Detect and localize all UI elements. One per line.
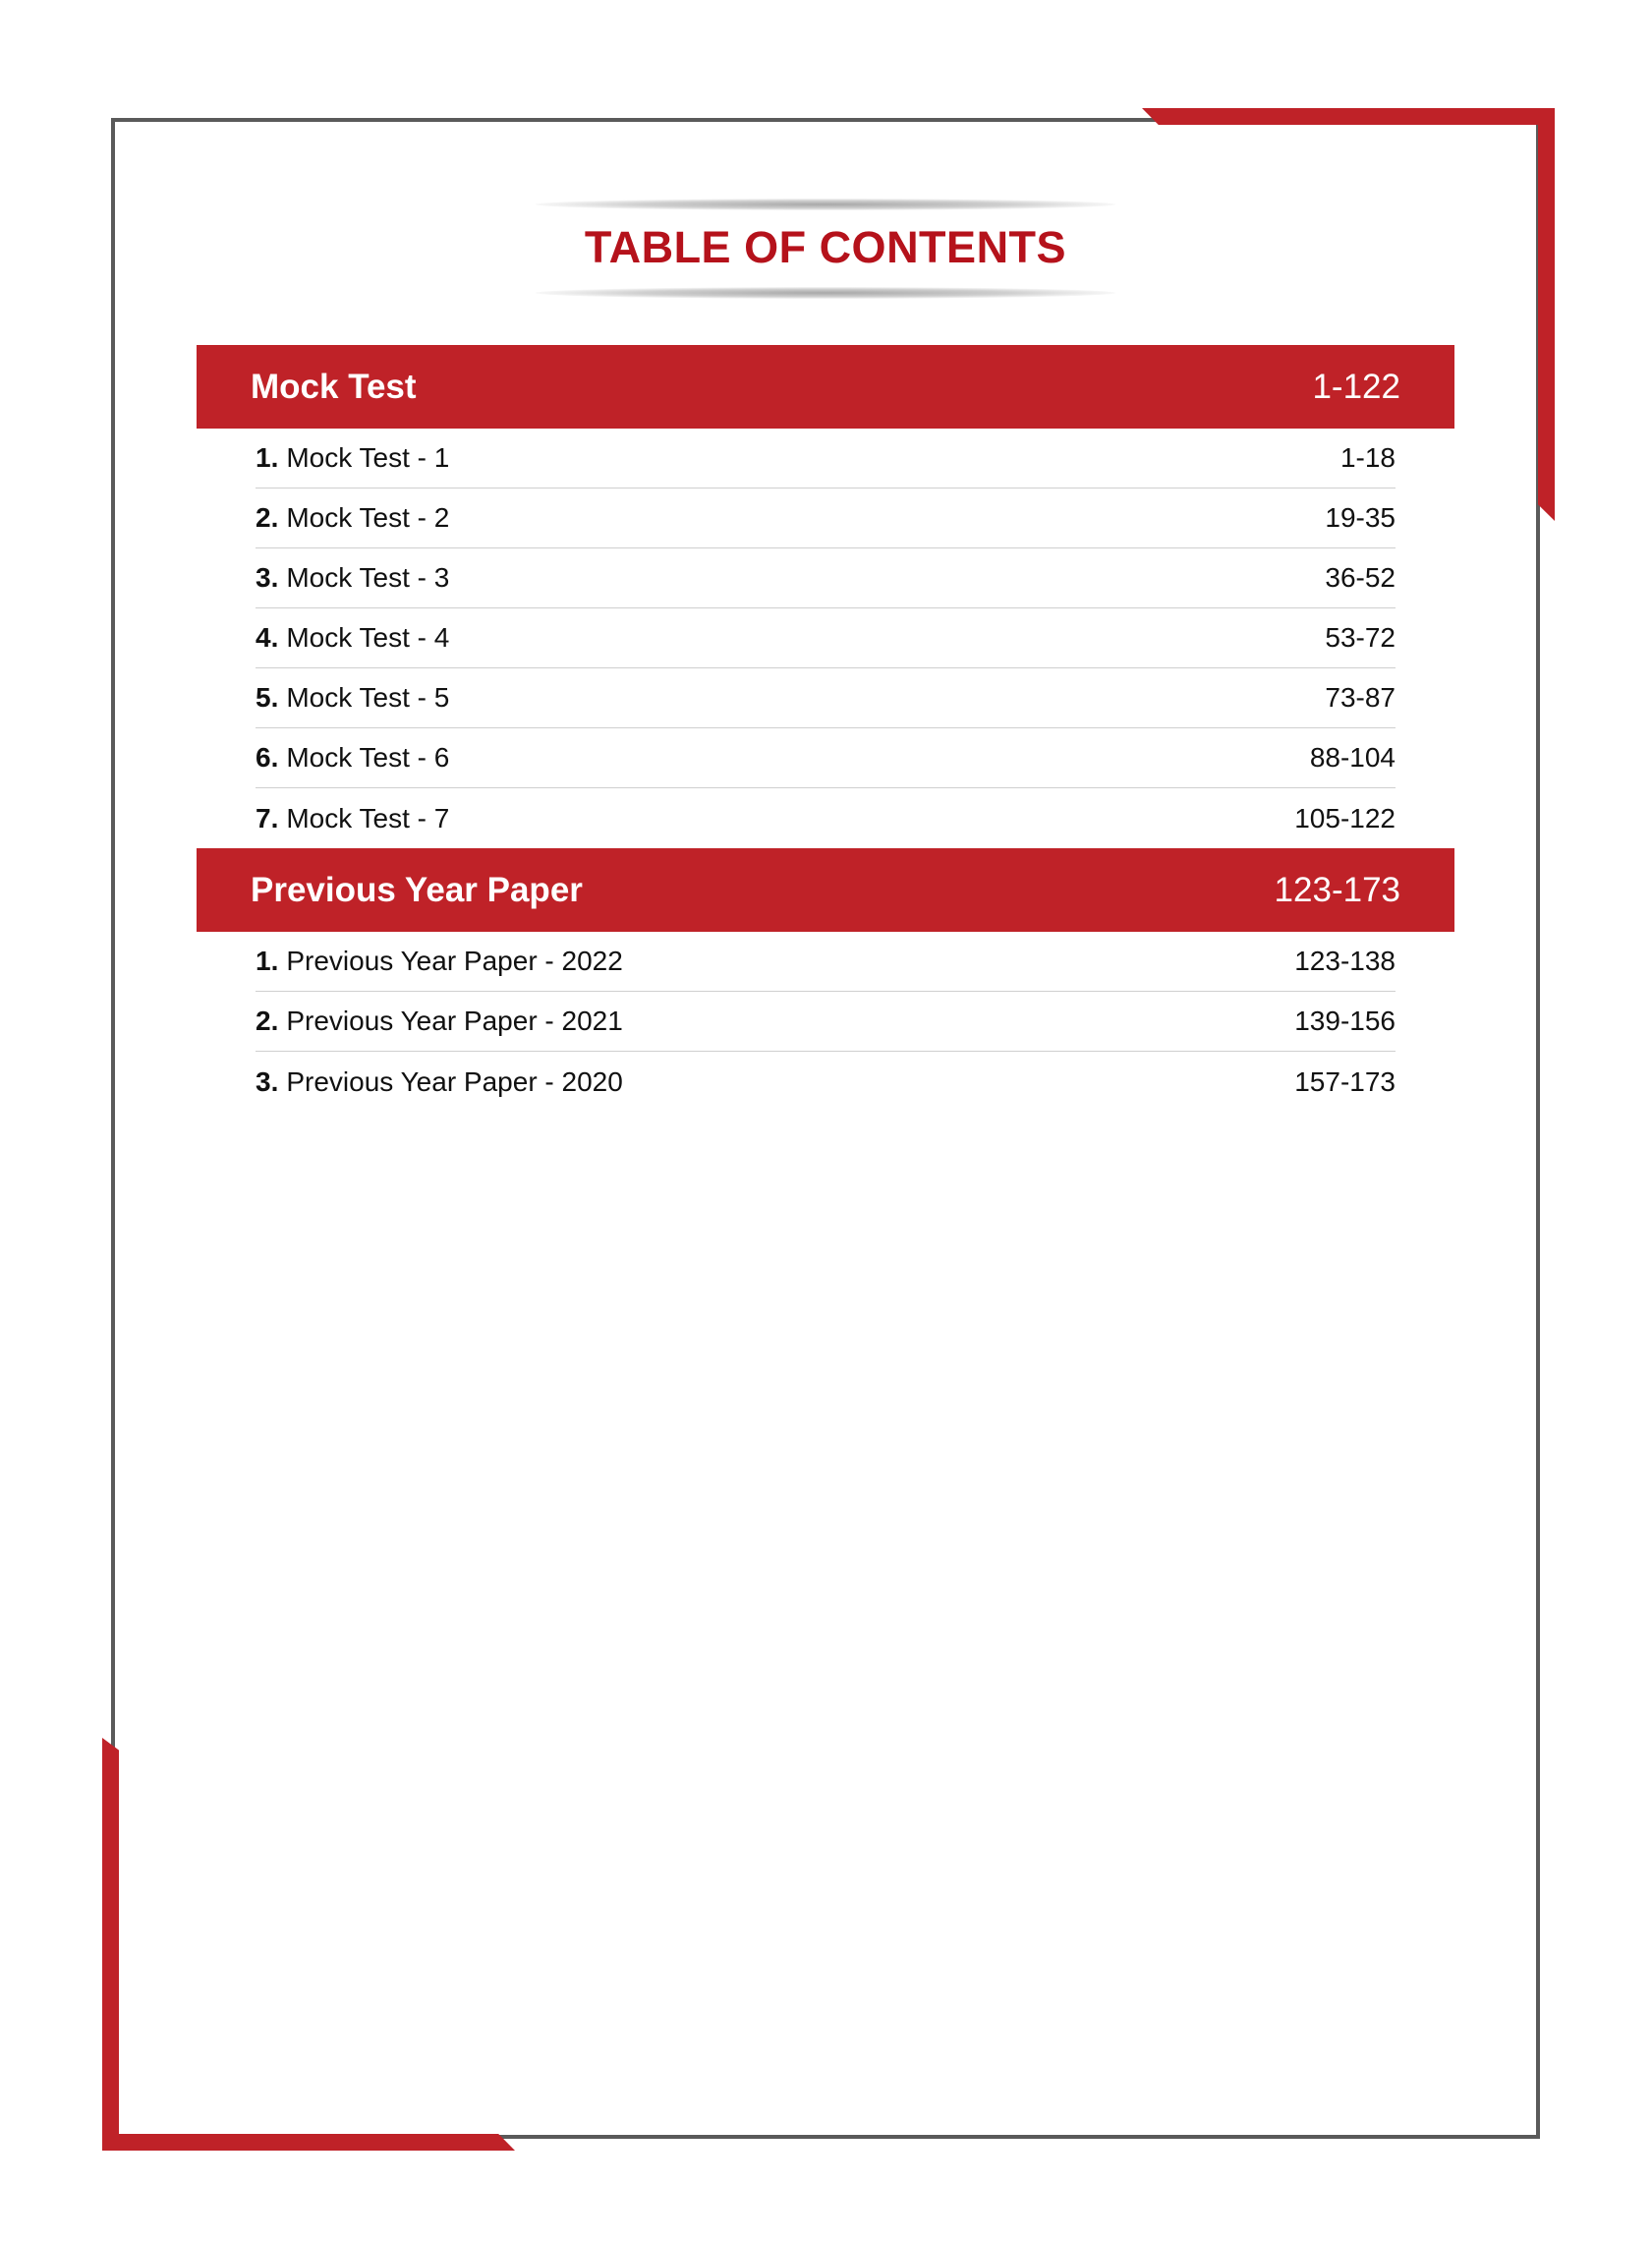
entry-page-range: 123-138 [1294, 946, 1396, 976]
title-divider-bottom [536, 287, 1115, 299]
section-header[interactable] [197, 848, 1454, 932]
toc-entry[interactable] [256, 668, 1396, 728]
entry-label: Previous Year Paper - 2021 [286, 1006, 623, 1036]
entry-page-range: 157-173 [1294, 1065, 1396, 1097]
toc-entry[interactable] [256, 788, 1396, 848]
entry-label-group [256, 622, 449, 654]
entry-page-range: 105-122 [1294, 802, 1396, 834]
corner-accent-top-right-vertical [1538, 108, 1555, 521]
entry-number: 5. [256, 682, 279, 713]
entry-number: 3. [256, 1065, 279, 1097]
section-header[interactable] [197, 345, 1454, 429]
entry-label: Mock Test - 2 [286, 502, 450, 533]
entry-number: 4. [256, 622, 279, 653]
page-title: TABLE OF CONTENTS [584, 222, 1067, 272]
toc-section-mock-test [197, 345, 1454, 848]
entry-page-range: 1-18 [1339, 442, 1396, 473]
entry-label: Mock Test - 6 [286, 742, 450, 773]
entry-label-group [256, 803, 449, 834]
entry-number: 1. [256, 442, 279, 473]
entry-page-range: 139-156 [1294, 1006, 1396, 1036]
entry-label: Mock Test - 1 [286, 442, 450, 473]
corner-accent-bottom-left-vertical [102, 1738, 119, 2151]
entry-page-range: 73-87 [1325, 682, 1396, 713]
toc-entry[interactable] [256, 728, 1396, 788]
table-of-contents [197, 345, 1454, 1112]
toc-section-previous-year-paper [197, 848, 1454, 1112]
toc-entry[interactable] [256, 1052, 1396, 1112]
entry-number: 1. [256, 946, 279, 976]
entry-label-group [256, 1006, 623, 1037]
section-title: Mock Test [251, 367, 417, 406]
corner-accent-bottom-left-horizontal [102, 2134, 515, 2151]
toc-entry[interactable] [256, 548, 1396, 608]
entry-label: Mock Test - 7 [286, 802, 450, 834]
entry-label: Mock Test - 3 [286, 562, 450, 593]
entry-label: Previous Year Paper - 2020 [286, 1065, 623, 1097]
corner-accent-top-right-horizontal [1142, 108, 1555, 125]
entry-number: 7. [256, 802, 279, 834]
entry-number: 3. [256, 562, 279, 593]
toc-entry[interactable] [256, 992, 1396, 1052]
section-page-range: 1-122 [1312, 367, 1400, 406]
toc-entry[interactable] [256, 608, 1396, 668]
section-page-range: 123-173 [1274, 870, 1400, 909]
entry-label: Previous Year Paper - 2022 [286, 946, 623, 976]
entry-label-group [256, 442, 449, 474]
entry-number: 6. [256, 742, 279, 773]
section-title: Previous Year Paper [251, 870, 583, 909]
entry-label-group [256, 946, 623, 977]
toc-entry[interactable] [256, 489, 1396, 548]
entry-page-range: 88-104 [1309, 742, 1396, 773]
entry-label-group [256, 562, 449, 594]
entry-page-range: 53-72 [1325, 622, 1396, 653]
toc-entry[interactable] [256, 932, 1396, 992]
entry-label-group [256, 502, 449, 534]
toc-entry[interactable] [256, 429, 1396, 489]
entry-label: Mock Test - 5 [286, 682, 450, 713]
entry-label-group [256, 682, 449, 714]
entry-number: 2. [256, 502, 279, 533]
section-entries [256, 429, 1396, 848]
entry-number: 2. [256, 1006, 279, 1036]
entry-page-range: 19-35 [1325, 502, 1396, 533]
title-block [536, 197, 1115, 305]
entry-label-group [256, 742, 449, 774]
title-divider-top [536, 199, 1115, 210]
entry-label: Mock Test - 4 [286, 622, 450, 653]
section-entries [256, 932, 1396, 1112]
entry-page-range: 36-52 [1325, 562, 1396, 593]
entry-label-group [256, 1066, 623, 1098]
